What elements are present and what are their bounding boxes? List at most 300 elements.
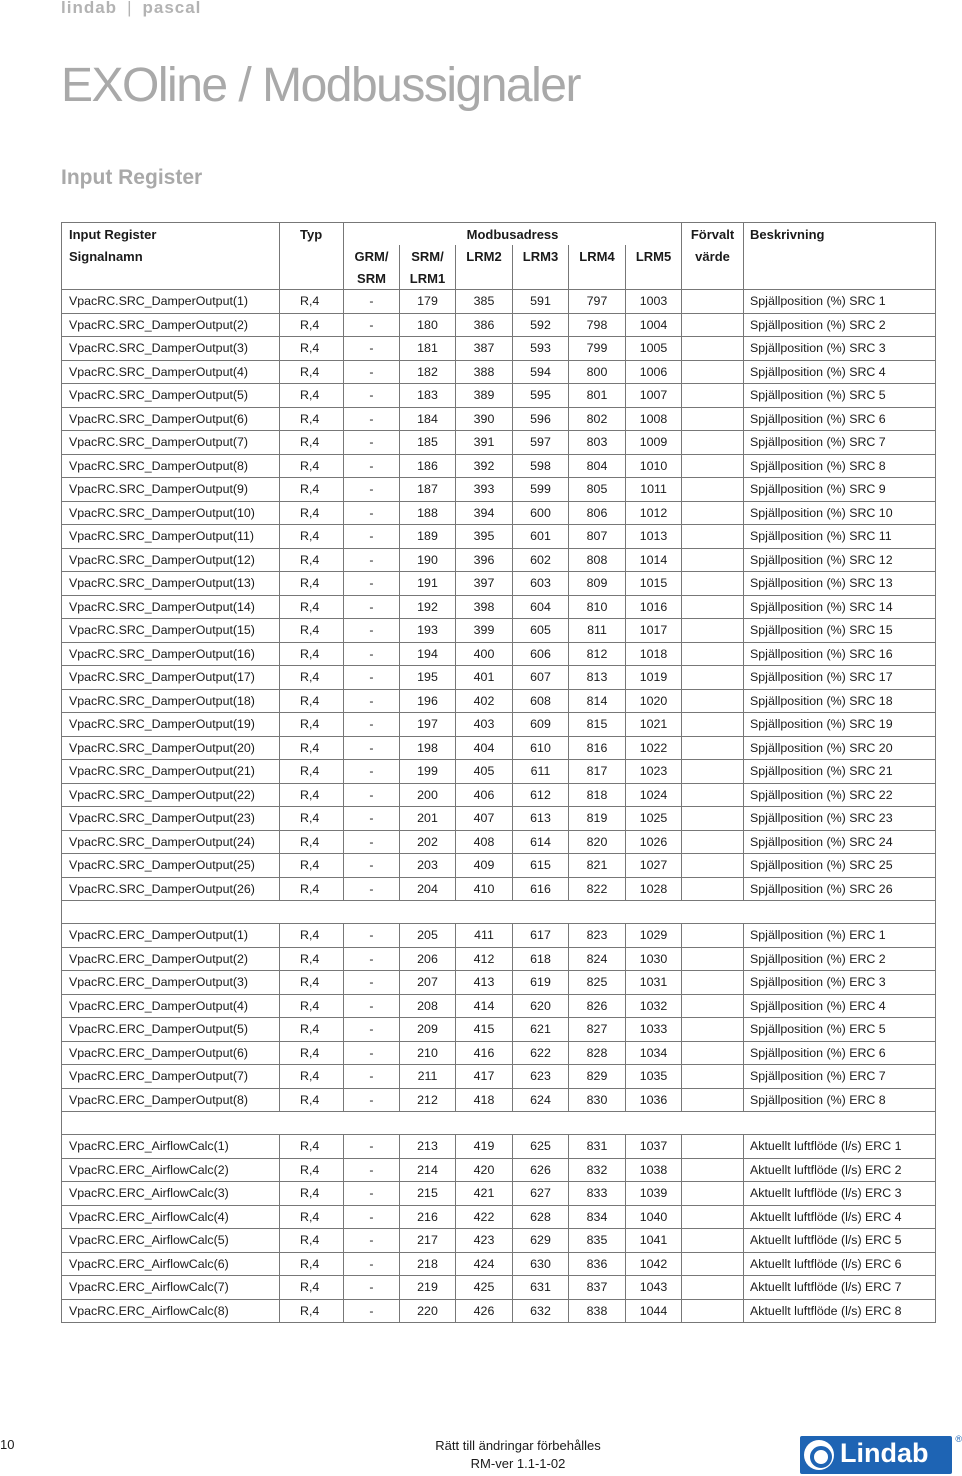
- cell-typ: R,4: [280, 1276, 344, 1300]
- cell-lrm4: 828: [569, 1041, 626, 1065]
- cell-lrm4: 816: [569, 736, 626, 760]
- cell-srm-lrm1: 219: [400, 1276, 456, 1300]
- cell-description: Spjällposition (%) SRC 2: [744, 313, 936, 337]
- cell-typ: R,4: [280, 642, 344, 666]
- cell-lrm5: 1012: [626, 501, 682, 525]
- brand-pascal: pascal: [142, 0, 202, 17]
- cell-lrm4: 815: [569, 713, 626, 737]
- cell-typ: R,4: [280, 501, 344, 525]
- cell-lrm2: 420: [456, 1158, 513, 1182]
- cell-typ: R,4: [280, 1229, 344, 1253]
- cell-lrm2: 410: [456, 877, 513, 901]
- cell-grm-srm: -: [344, 736, 400, 760]
- cell-lrm2: 385: [456, 290, 513, 314]
- cell-lrm3: 625: [513, 1135, 569, 1159]
- cell-lrm5: 1037: [626, 1135, 682, 1159]
- cell-lrm2: 425: [456, 1276, 513, 1300]
- cell-signal: VpacRC.ERC_DamperOutput(3): [62, 971, 280, 995]
- cell-grm-srm: -: [344, 1229, 400, 1253]
- separator-row: [62, 1112, 936, 1135]
- header-row-3: [62, 267, 936, 290]
- cell-default: [682, 313, 744, 337]
- cell-signal: VpacRC.ERC_DamperOutput(8): [62, 1088, 280, 1112]
- cell-typ: R,4: [280, 1299, 344, 1323]
- cell-default: [682, 666, 744, 690]
- cell-lrm4: 823: [569, 924, 626, 948]
- cell-signal: VpacRC.SRC_DamperOutput(9): [62, 478, 280, 502]
- table-row: [62, 642, 936, 666]
- table-row: [62, 431, 936, 455]
- cell-lrm2: 398: [456, 595, 513, 619]
- cell-lrm4: 836: [569, 1252, 626, 1276]
- cell-srm-lrm1: 184: [400, 407, 456, 431]
- cell-grm-srm: -: [344, 360, 400, 384]
- cell-lrm2: 392: [456, 454, 513, 478]
- cell-lrm4: 821: [569, 854, 626, 878]
- cell-lrm4: 833: [569, 1182, 626, 1206]
- cell-lrm4: 825: [569, 971, 626, 995]
- cell-lrm2: 419: [456, 1135, 513, 1159]
- cell-lrm5: 1034: [626, 1041, 682, 1065]
- cell-default: [682, 807, 744, 831]
- table-row: [62, 501, 936, 525]
- cell-lrm2: 418: [456, 1088, 513, 1112]
- cell-lrm4: 807: [569, 525, 626, 549]
- cell-srm-lrm1: 207: [400, 971, 456, 995]
- cell-default: [682, 1135, 744, 1159]
- cell-srm-lrm1: 183: [400, 384, 456, 408]
- cell-grm-srm: -: [344, 1088, 400, 1112]
- cell-grm-srm: -: [344, 1299, 400, 1323]
- cell-lrm5: 1035: [626, 1065, 682, 1089]
- cell-lrm3: 594: [513, 360, 569, 384]
- cell-lrm4: 814: [569, 689, 626, 713]
- table-row: [62, 877, 936, 901]
- cell-default: [682, 337, 744, 361]
- cell-lrm5: 1020: [626, 689, 682, 713]
- cell-description: Spjällposition (%) SRC 6: [744, 407, 936, 431]
- cell-lrm5: 1031: [626, 971, 682, 995]
- cell-lrm5: 1027: [626, 854, 682, 878]
- cell-lrm4: 810: [569, 595, 626, 619]
- cell-lrm3: 614: [513, 830, 569, 854]
- cell-lrm5: 1036: [626, 1088, 682, 1112]
- brand-lindab: lindab: [61, 0, 118, 17]
- cell-description: Spjällposition (%) SRC 10: [744, 501, 936, 525]
- cell-grm-srm: -: [344, 713, 400, 737]
- cell-lrm2: 389: [456, 384, 513, 408]
- cell-typ: R,4: [280, 525, 344, 549]
- table-row: [62, 971, 936, 995]
- separator-cell: [62, 901, 936, 924]
- cell-typ: R,4: [280, 947, 344, 971]
- cell-grm-srm: -: [344, 1135, 400, 1159]
- lindab-logo-text: Lindab: [840, 1438, 929, 1468]
- cell-lrm3: 595: [513, 384, 569, 408]
- cell-grm-srm: -: [344, 1276, 400, 1300]
- cell-lrm3: 621: [513, 1018, 569, 1042]
- cell-lrm3: 606: [513, 642, 569, 666]
- table-row: [62, 689, 936, 713]
- cell-lrm2: 407: [456, 807, 513, 831]
- cell-srm-lrm1: 200: [400, 783, 456, 807]
- cell-lrm5: 1017: [626, 619, 682, 643]
- cell-lrm4: 826: [569, 994, 626, 1018]
- header-lrm5: LRM5: [626, 245, 682, 267]
- cell-signal: VpacRC.SRC_DamperOutput(20): [62, 736, 280, 760]
- cell-srm-lrm1: 215: [400, 1182, 456, 1206]
- cell-srm-lrm1: 209: [400, 1018, 456, 1042]
- cell-lrm5: 1016: [626, 595, 682, 619]
- cell-lrm5: 1041: [626, 1229, 682, 1253]
- cell-lrm3: 630: [513, 1252, 569, 1276]
- cell-grm-srm: -: [344, 1158, 400, 1182]
- cell-typ: R,4: [280, 760, 344, 784]
- cell-srm-lrm1: 194: [400, 642, 456, 666]
- cell-default: [682, 877, 744, 901]
- cell-lrm4: 813: [569, 666, 626, 690]
- table-row: [62, 290, 936, 314]
- cell-grm-srm: -: [344, 313, 400, 337]
- cell-lrm3: 609: [513, 713, 569, 737]
- cell-lrm2: 401: [456, 666, 513, 690]
- cell-srm-lrm1: 205: [400, 924, 456, 948]
- footer: [378, 1437, 658, 1473]
- cell-typ: R,4: [280, 478, 344, 502]
- cell-srm-lrm1: 190: [400, 548, 456, 572]
- cell-description: Spjällposition (%) SRC 16: [744, 642, 936, 666]
- header-blank: [513, 267, 569, 290]
- cell-description: Aktuellt luftflöde (l/s) ERC 8: [744, 1299, 936, 1323]
- cell-lrm2: 423: [456, 1229, 513, 1253]
- cell-description: Aktuellt luftflöde (l/s) ERC 2: [744, 1158, 936, 1182]
- cell-description: Spjällposition (%) SRC 20: [744, 736, 936, 760]
- cell-lrm2: 395: [456, 525, 513, 549]
- cell-lrm3: 608: [513, 689, 569, 713]
- cell-lrm3: 615: [513, 854, 569, 878]
- cell-default: [682, 689, 744, 713]
- cell-lrm3: 591: [513, 290, 569, 314]
- cell-signal: VpacRC.ERC_AirflowCalc(3): [62, 1182, 280, 1206]
- cell-default: [682, 525, 744, 549]
- cell-lrm2: 405: [456, 760, 513, 784]
- cell-default: [682, 947, 744, 971]
- cell-lrm3: 597: [513, 431, 569, 455]
- registered-mark: ®: [955, 1434, 962, 1444]
- cell-lrm5: 1010: [626, 454, 682, 478]
- cell-srm-lrm1: 216: [400, 1205, 456, 1229]
- table-row: [62, 619, 936, 643]
- cell-lrm4: 804: [569, 454, 626, 478]
- cell-signal: VpacRC.ERC_DamperOutput(7): [62, 1065, 280, 1089]
- cell-lrm5: 1022: [626, 736, 682, 760]
- cell-lrm2: 421: [456, 1182, 513, 1206]
- cell-typ: R,4: [280, 548, 344, 572]
- cell-signal: VpacRC.SRC_DamperOutput(23): [62, 807, 280, 831]
- cell-default: [682, 783, 744, 807]
- cell-default: [682, 1158, 744, 1182]
- table-row: [62, 994, 936, 1018]
- table-body: [62, 290, 936, 1323]
- cell-default: [682, 1182, 744, 1206]
- cell-lrm3: 602: [513, 548, 569, 572]
- cell-grm-srm: -: [344, 830, 400, 854]
- table-row: [62, 1182, 936, 1206]
- table-row: [62, 783, 936, 807]
- cell-default: [682, 994, 744, 1018]
- cell-lrm5: 1030: [626, 947, 682, 971]
- table-row: [62, 760, 936, 784]
- cell-srm-lrm1: 201: [400, 807, 456, 831]
- cell-grm-srm: -: [344, 877, 400, 901]
- cell-srm-lrm1: 185: [400, 431, 456, 455]
- cell-typ: R,4: [280, 924, 344, 948]
- cell-description: Spjällposition (%) SRC 11: [744, 525, 936, 549]
- cell-grm-srm: -: [344, 337, 400, 361]
- cell-description: Spjällposition (%) ERC 8: [744, 1088, 936, 1112]
- cell-typ: R,4: [280, 807, 344, 831]
- cell-lrm4: 827: [569, 1018, 626, 1042]
- header-signalnamn: Signalnamn: [62, 245, 280, 267]
- cell-signal: VpacRC.SRC_DamperOutput(25): [62, 854, 280, 878]
- cell-lrm4: 799: [569, 337, 626, 361]
- cell-signal: VpacRC.SRC_DamperOutput(14): [62, 595, 280, 619]
- table-row: [62, 478, 936, 502]
- cell-description: Spjällposition (%) SRC 26: [744, 877, 936, 901]
- cell-lrm4: 824: [569, 947, 626, 971]
- cell-lrm3: 616: [513, 877, 569, 901]
- cell-srm-lrm1: 191: [400, 572, 456, 596]
- cell-description: Spjällposition (%) SRC 18: [744, 689, 936, 713]
- cell-description: Aktuellt luftflöde (l/s) ERC 5: [744, 1229, 936, 1253]
- cell-description: Spjällposition (%) ERC 5: [744, 1018, 936, 1042]
- table-row: [62, 1276, 936, 1300]
- header-row-2: [62, 245, 936, 267]
- cell-lrm2: 388: [456, 360, 513, 384]
- cell-signal: VpacRC.ERC_DamperOutput(2): [62, 947, 280, 971]
- cell-grm-srm: -: [344, 807, 400, 831]
- input-register-table: [61, 222, 936, 1323]
- footer-disclaimer: Rätt till ändringar förbehålles: [435, 1438, 601, 1453]
- cell-grm-srm: -: [344, 619, 400, 643]
- table-row: [62, 807, 936, 831]
- cell-signal: VpacRC.SRC_DamperOutput(6): [62, 407, 280, 431]
- cell-signal: VpacRC.ERC_AirflowCalc(7): [62, 1276, 280, 1300]
- header-srm-lrm1: LRM1: [400, 267, 456, 290]
- cell-srm-lrm1: 186: [400, 454, 456, 478]
- cell-default: [682, 501, 744, 525]
- cell-description: Aktuellt luftflöde (l/s) ERC 3: [744, 1182, 936, 1206]
- cell-lrm3: 603: [513, 572, 569, 596]
- cell-typ: R,4: [280, 713, 344, 737]
- cell-default: [682, 642, 744, 666]
- cell-grm-srm: -: [344, 924, 400, 948]
- cell-lrm2: 391: [456, 431, 513, 455]
- cell-default: [682, 1229, 744, 1253]
- cell-default: [682, 1041, 744, 1065]
- cell-typ: R,4: [280, 619, 344, 643]
- cell-typ: R,4: [280, 1041, 344, 1065]
- table-row: [62, 572, 936, 596]
- cell-lrm3: 628: [513, 1205, 569, 1229]
- cell-signal: VpacRC.SRC_DamperOutput(11): [62, 525, 280, 549]
- cell-typ: R,4: [280, 454, 344, 478]
- cell-lrm3: 626: [513, 1158, 569, 1182]
- cell-signal: VpacRC.ERC_AirflowCalc(8): [62, 1299, 280, 1323]
- cell-srm-lrm1: 188: [400, 501, 456, 525]
- cell-default: [682, 736, 744, 760]
- cell-lrm4: 803: [569, 431, 626, 455]
- cell-default: [682, 478, 744, 502]
- cell-grm-srm: -: [344, 760, 400, 784]
- cell-typ: R,4: [280, 830, 344, 854]
- cell-srm-lrm1: 208: [400, 994, 456, 1018]
- cell-grm-srm: -: [344, 478, 400, 502]
- cell-lrm5: 1039: [626, 1182, 682, 1206]
- separator-row: [62, 901, 936, 924]
- cell-description: Aktuellt luftflöde (l/s) ERC 7: [744, 1276, 936, 1300]
- cell-signal: VpacRC.SRC_DamperOutput(24): [62, 830, 280, 854]
- cell-lrm4: 806: [569, 501, 626, 525]
- cell-default: [682, 290, 744, 314]
- cell-signal: VpacRC.SRC_DamperOutput(1): [62, 290, 280, 314]
- cell-description: Spjällposition (%) SRC 22: [744, 783, 936, 807]
- table-row: [62, 337, 936, 361]
- cell-grm-srm: -: [344, 384, 400, 408]
- cell-default: [682, 548, 744, 572]
- cell-grm-srm: -: [344, 947, 400, 971]
- cell-description: Spjällposition (%) SRC 12: [744, 548, 936, 572]
- cell-default: [682, 854, 744, 878]
- cell-lrm5: 1011: [626, 478, 682, 502]
- cell-lrm3: 613: [513, 807, 569, 831]
- cell-lrm4: 808: [569, 548, 626, 572]
- table-row: [62, 713, 936, 737]
- page-number: 10: [0, 1437, 15, 1452]
- cell-lrm4: 830: [569, 1088, 626, 1112]
- cell-default: [682, 1299, 744, 1323]
- cell-signal: VpacRC.ERC_DamperOutput(5): [62, 1018, 280, 1042]
- cell-signal: VpacRC.SRC_DamperOutput(26): [62, 877, 280, 901]
- cell-lrm4: 819: [569, 807, 626, 831]
- cell-typ: R,4: [280, 783, 344, 807]
- cell-lrm4: 831: [569, 1135, 626, 1159]
- cell-lrm4: 838: [569, 1299, 626, 1323]
- cell-lrm2: 416: [456, 1041, 513, 1065]
- header-input-register: Input Register: [62, 223, 280, 246]
- table-row: [62, 407, 936, 431]
- cell-lrm3: 632: [513, 1299, 569, 1323]
- cell-srm-lrm1: 206: [400, 947, 456, 971]
- table-row: [62, 1088, 936, 1112]
- cell-srm-lrm1: 179: [400, 290, 456, 314]
- cell-lrm5: 1032: [626, 994, 682, 1018]
- cell-description: Spjällposition (%) SRC 4: [744, 360, 936, 384]
- table-row: [62, 313, 936, 337]
- page-title: EXOline / Modbussignaler: [61, 59, 580, 112]
- table-row: [62, 525, 936, 549]
- cell-lrm5: 1018: [626, 642, 682, 666]
- cell-default: [682, 384, 744, 408]
- cell-default: [682, 1252, 744, 1276]
- cell-lrm3: 617: [513, 924, 569, 948]
- cell-signal: VpacRC.ERC_AirflowCalc(1): [62, 1135, 280, 1159]
- cell-description: Spjällposition (%) SRC 13: [744, 572, 936, 596]
- cell-lrm3: 631: [513, 1276, 569, 1300]
- cell-signal: VpacRC.SRC_DamperOutput(12): [62, 548, 280, 572]
- cell-typ: R,4: [280, 1205, 344, 1229]
- cell-typ: R,4: [280, 313, 344, 337]
- cell-typ: R,4: [280, 689, 344, 713]
- header-blank: [456, 267, 513, 290]
- cell-srm-lrm1: 210: [400, 1041, 456, 1065]
- header-blank: [744, 245, 936, 267]
- cell-signal: VpacRC.SRC_DamperOutput(4): [62, 360, 280, 384]
- cell-lrm2: 422: [456, 1205, 513, 1229]
- cell-grm-srm: -: [344, 1252, 400, 1276]
- header-blank: [626, 267, 682, 290]
- cell-srm-lrm1: 189: [400, 525, 456, 549]
- cell-lrm3: 612: [513, 783, 569, 807]
- cell-lrm2: 394: [456, 501, 513, 525]
- header-forvalt: Förvalt: [682, 223, 744, 246]
- table-row: [62, 1065, 936, 1089]
- cell-typ: R,4: [280, 407, 344, 431]
- cell-lrm5: 1044: [626, 1299, 682, 1323]
- cell-default: [682, 1065, 744, 1089]
- cell-description: Spjällposition (%) SRC 23: [744, 807, 936, 831]
- cell-lrm3: 600: [513, 501, 569, 525]
- cell-grm-srm: -: [344, 454, 400, 478]
- section-title: Input Register: [61, 166, 203, 189]
- cell-lrm2: 426: [456, 1299, 513, 1323]
- cell-lrm5: 1006: [626, 360, 682, 384]
- cell-grm-srm: -: [344, 407, 400, 431]
- header-lrm3: LRM3: [513, 245, 569, 267]
- cell-lrm5: 1026: [626, 830, 682, 854]
- cell-lrm4: 835: [569, 1229, 626, 1253]
- cell-lrm3: 598: [513, 454, 569, 478]
- cell-lrm2: 402: [456, 689, 513, 713]
- cell-typ: R,4: [280, 595, 344, 619]
- cell-typ: R,4: [280, 290, 344, 314]
- cell-signal: VpacRC.SRC_DamperOutput(13): [62, 572, 280, 596]
- cell-lrm4: 797: [569, 290, 626, 314]
- cell-srm-lrm1: 203: [400, 854, 456, 878]
- cell-grm-srm: -: [344, 290, 400, 314]
- table-row: [62, 830, 936, 854]
- cell-lrm2: 390: [456, 407, 513, 431]
- cell-typ: R,4: [280, 1252, 344, 1276]
- cell-signal: VpacRC.SRC_DamperOutput(7): [62, 431, 280, 455]
- cell-default: [682, 595, 744, 619]
- cell-grm-srm: -: [344, 783, 400, 807]
- cell-srm-lrm1: 217: [400, 1229, 456, 1253]
- cell-typ: R,4: [280, 736, 344, 760]
- cell-grm-srm: -: [344, 1041, 400, 1065]
- cell-lrm3: 629: [513, 1229, 569, 1253]
- cell-description: Spjällposition (%) ERC 1: [744, 924, 936, 948]
- cell-description: Spjällposition (%) SRC 17: [744, 666, 936, 690]
- cell-description: Spjällposition (%) SRC 1: [744, 290, 936, 314]
- cell-lrm4: 829: [569, 1065, 626, 1089]
- cell-srm-lrm1: 182: [400, 360, 456, 384]
- header-blank: [62, 267, 280, 290]
- cell-lrm2: 417: [456, 1065, 513, 1089]
- cell-lrm5: 1023: [626, 760, 682, 784]
- cell-signal: VpacRC.SRC_DamperOutput(22): [62, 783, 280, 807]
- cell-description: Spjällposition (%) SRC 25: [744, 854, 936, 878]
